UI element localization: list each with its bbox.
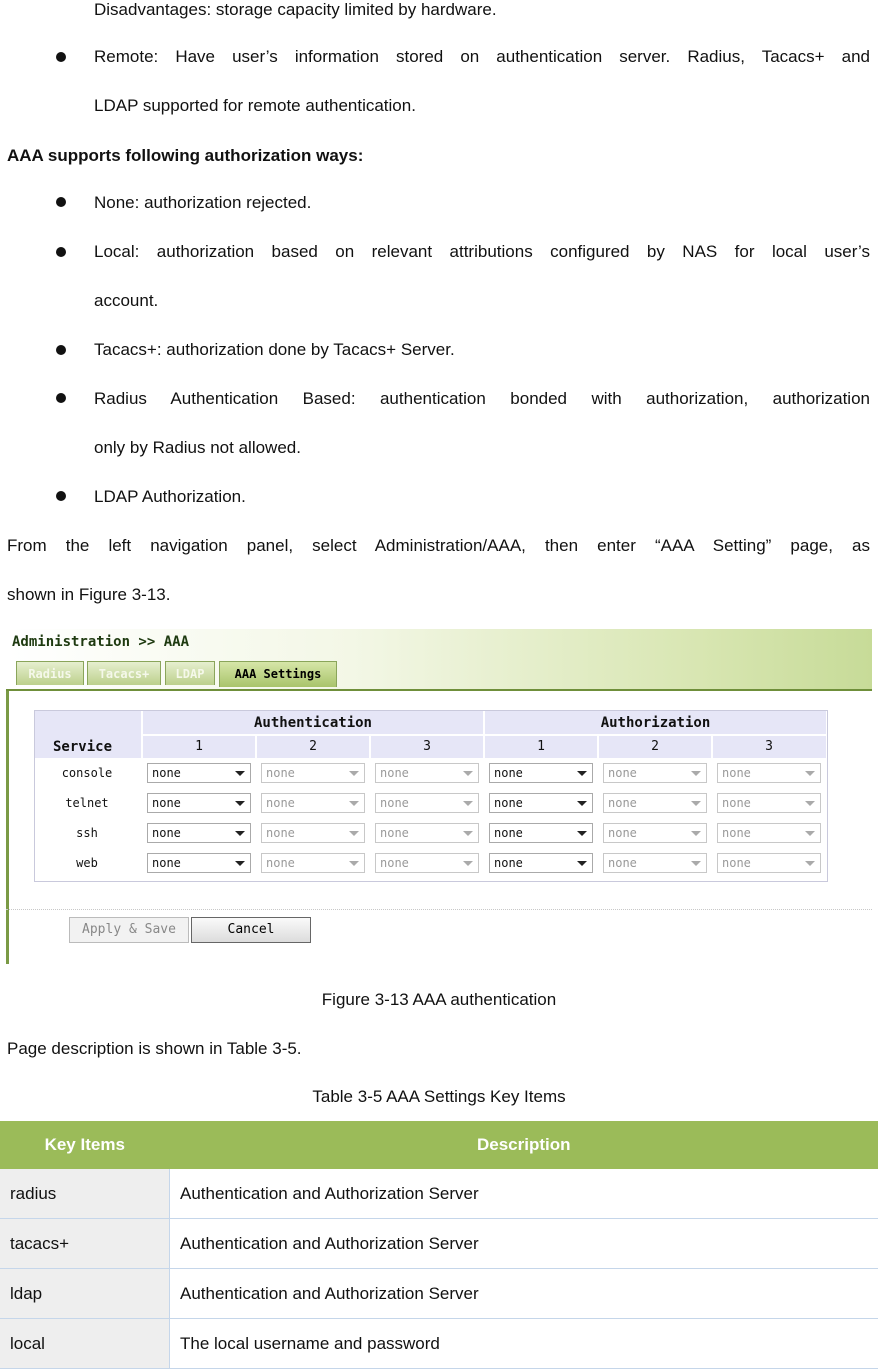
chevron-down-icon (235, 861, 245, 866)
select-ssh-authz-3[interactable]: none (717, 823, 821, 843)
table-row (0, 1319, 878, 1369)
chevron-down-icon (463, 771, 473, 776)
chevron-down-icon (349, 831, 359, 836)
select-console-auth-1[interactable]: none (147, 763, 251, 783)
dotted-divider (6, 909, 872, 910)
select-console-auth-3[interactable]: none (375, 763, 479, 783)
chevron-down-icon (235, 771, 245, 776)
key-cell: tacacs+ (0, 1219, 170, 1269)
select-telnet-auth-1[interactable]: none (147, 793, 251, 813)
bullet-icon (56, 491, 66, 501)
col-auth-1: 1 (143, 739, 255, 754)
text-ldap: LDAP Authorization. (94, 487, 246, 507)
chevron-down-icon (691, 771, 701, 776)
key-items-table (0, 1121, 878, 1369)
text-local-line1: Local: authorization based on relevant attributions configured by NAS for local user’s (94, 242, 870, 262)
bullet-icon (56, 52, 66, 62)
chevron-down-icon (691, 801, 701, 806)
chevron-down-icon (805, 831, 815, 836)
cancel-button[interactable]: Cancel (191, 917, 311, 943)
text-local-line2: account. (94, 291, 158, 311)
apply-save-button[interactable]: Apply & Save (69, 917, 189, 943)
text-navigation-line2: shown in Figure 3-13. (7, 585, 170, 605)
select-console-authz-1[interactable]: none (489, 763, 593, 783)
col-auth-3: 3 (371, 739, 483, 754)
select-ssh-auth-3[interactable]: none (375, 823, 479, 843)
figure-caption: Figure 3-13 AAA authentication (0, 990, 878, 1010)
description-cell: Authentication and Authorization Server (170, 1169, 878, 1219)
text-radius-line2: only by Radius not allowed. (94, 438, 301, 458)
text-disadvantages: Disadvantages: storage capacity limited by hardware. (94, 0, 497, 20)
bullet-icon (56, 345, 66, 355)
tab-divider (6, 689, 872, 691)
select-ssh-authz-2[interactable]: none (603, 823, 707, 843)
service-web: web (37, 856, 137, 870)
key-cell: ldap (0, 1269, 170, 1319)
bullet-icon (56, 393, 66, 403)
key-cell: radius (0, 1169, 170, 1219)
chevron-down-icon (691, 861, 701, 866)
table-row (0, 1269, 878, 1319)
tab-aaa-settings[interactable]: AAA Settings (219, 661, 337, 687)
table-caption: Table 3-5 AAA Settings Key Items (0, 1087, 878, 1107)
select-telnet-authz-3[interactable]: none (717, 793, 821, 813)
text-navigation-line1: From the left navigation panel, select Administration/AAA, then enter “AAA Setting” page, as (7, 536, 870, 556)
chevron-down-icon (577, 861, 587, 866)
authorization-heading: AAA supports following authorization ways: (7, 146, 363, 166)
chevron-down-icon (805, 771, 815, 776)
chevron-down-icon (805, 861, 815, 866)
text-remote-line1: Remote: Have user’s information stored on authentication server. Radius, Tacacs+ and (94, 47, 870, 67)
service-header: Service (53, 739, 112, 755)
table-row (0, 1219, 878, 1269)
authorization-header: Authorization (485, 715, 826, 731)
col-authz-1: 1 (485, 739, 597, 754)
chevron-down-icon (577, 801, 587, 806)
tab-tacacs[interactable]: Tacacs+ (87, 661, 161, 685)
select-web-authz-1[interactable]: none (489, 853, 593, 873)
col-authz-3: 3 (713, 739, 825, 754)
select-ssh-auth-2[interactable]: none (261, 823, 365, 843)
select-console-authz-2[interactable]: none (603, 763, 707, 783)
tab-radius[interactable]: Radius (16, 661, 84, 685)
select-console-authz-3[interactable]: none (717, 763, 821, 783)
text-tacacs: Tacacs+: authorization done by Tacacs+ Server. (94, 340, 455, 360)
select-telnet-authz-2[interactable]: none (603, 793, 707, 813)
chevron-down-icon (805, 801, 815, 806)
chevron-down-icon (691, 831, 701, 836)
page-description: Page description is shown in Table 3-5. (7, 1039, 302, 1059)
select-web-auth-2[interactable]: none (261, 853, 365, 873)
select-web-auth-1[interactable]: none (147, 853, 251, 873)
chevron-down-icon (577, 771, 587, 776)
col-auth-2: 2 (257, 739, 369, 754)
chevron-down-icon (463, 831, 473, 836)
chevron-down-icon (349, 771, 359, 776)
select-console-auth-2[interactable]: none (261, 763, 365, 783)
select-web-auth-3[interactable]: none (375, 853, 479, 873)
select-ssh-authz-1[interactable]: none (489, 823, 593, 843)
select-telnet-auth-3[interactable]: none (375, 793, 479, 813)
description-cell: Authentication and Authorization Server (170, 1269, 878, 1319)
col-authz-2: 2 (599, 739, 711, 754)
chevron-down-icon (463, 861, 473, 866)
bullet-icon (56, 197, 66, 207)
screenshot-title: Administration >> AAA (12, 634, 189, 650)
bullet-icon (56, 247, 66, 257)
chevron-down-icon (577, 831, 587, 836)
table-row (0, 1169, 878, 1219)
tab-ldap[interactable]: LDAP (165, 661, 215, 685)
table-header-row (0, 1121, 878, 1169)
chevron-down-icon (463, 801, 473, 806)
header-description: Description (170, 1121, 878, 1169)
key-cell: local (0, 1319, 170, 1369)
aaa-settings-grid (34, 710, 828, 882)
description-cell: Authentication and Authorization Server (170, 1219, 878, 1269)
description-cell: The local username and password (170, 1319, 878, 1369)
service-telnet: telnet (37, 796, 137, 810)
chevron-down-icon (235, 831, 245, 836)
select-web-authz-2[interactable]: none (603, 853, 707, 873)
header-key-items: Key Items (0, 1121, 170, 1169)
chevron-down-icon (349, 861, 359, 866)
authentication-header: Authentication (143, 715, 483, 731)
chevron-down-icon (235, 801, 245, 806)
text-remote-line2: LDAP supported for remote authentication. (94, 96, 416, 116)
text-radius-line1: Radius Authentication Based: authentication bonded with authorization, authorization (94, 389, 870, 409)
aaa-settings-screenshot (6, 629, 872, 964)
left-border (6, 691, 9, 964)
text-none: None: authorization rejected. (94, 193, 311, 213)
select-telnet-authz-1[interactable]: none (489, 793, 593, 813)
select-telnet-auth-2[interactable]: none (261, 793, 365, 813)
select-ssh-auth-1[interactable]: none (147, 823, 251, 843)
chevron-down-icon (349, 801, 359, 806)
select-web-authz-3[interactable]: none (717, 853, 821, 873)
service-ssh: ssh (37, 826, 137, 840)
service-console: console (37, 766, 137, 780)
